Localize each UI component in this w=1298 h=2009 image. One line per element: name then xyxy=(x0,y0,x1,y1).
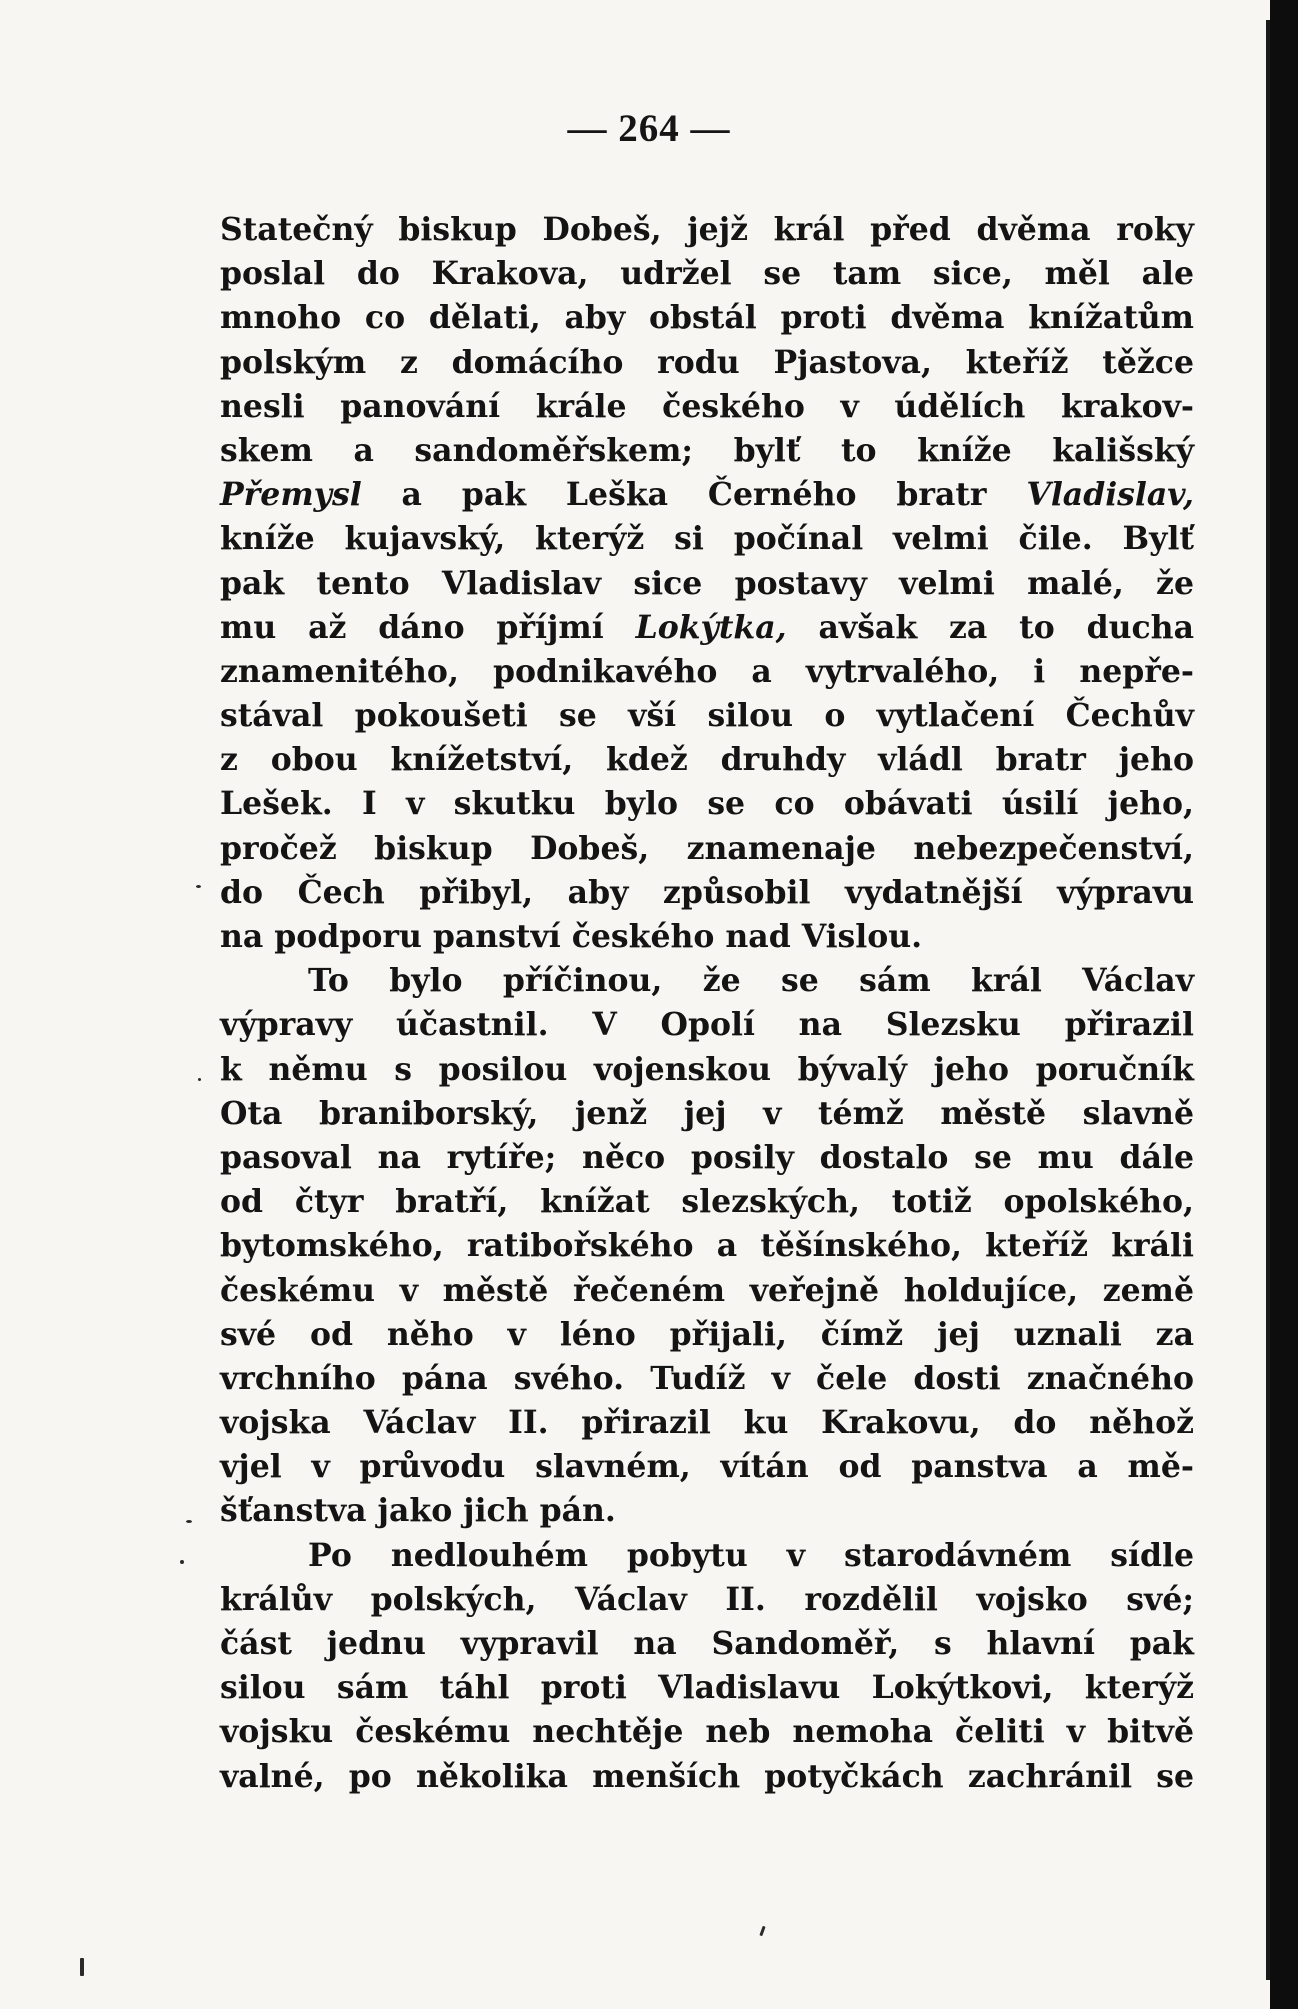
text-line: od čtyr bratří, knížat slezských, totiž opolského, xyxy=(220,1183,1194,1221)
text-line: pasoval na rytíře; něco posily dostalo se mu dále xyxy=(220,1138,1194,1176)
text-line xyxy=(220,473,1194,517)
book-gutter xyxy=(1270,0,1298,2009)
ink-speck xyxy=(759,1926,765,1936)
text-line: Po nedlouhém pobytu v starodávném sídle xyxy=(308,1536,1194,1574)
text-run: avšak za to ducha xyxy=(786,608,1194,646)
text-line: To bylo příčinou, že se sám král Václav xyxy=(308,962,1194,1000)
text-line: polským z domácího rodu Pjastova, kteříž těžce xyxy=(220,343,1194,381)
text-line: z obou knížetství, kdež druhdy vládl bratr jeho xyxy=(220,741,1194,779)
text-line: českému v městě řečeném veřejně holdujíce, země xyxy=(220,1271,1194,1309)
ink-speck xyxy=(80,1958,84,1976)
text-line: vojsku českému nechtěje neb nemoha čeliti v bitvě xyxy=(220,1713,1194,1751)
text-line: stával pokoušeti se vší silou o vytlačení Čechův xyxy=(220,697,1194,735)
text-line: výpravy účastnil. V Opolí na Slezsku přirazil xyxy=(220,1006,1194,1044)
text-line: pak tento Vladislav sice postavy velmi malé, že xyxy=(220,564,1194,602)
text-line: vjel v průvodu slavném, vítán od panstva a mě- xyxy=(220,1448,1194,1486)
text-line: vrchního pána svého. Tudíž v čele dosti značného xyxy=(220,1359,1194,1397)
text-line: silou sám táhl proti Vladislavu Lokýtkovi, kterýž xyxy=(220,1669,1194,1707)
text-line: kníže kujavský, kterýž si počínal velmi čile. Bylť xyxy=(220,520,1194,558)
italic-name: Vladislav, xyxy=(1026,476,1194,514)
text-line: bytomského, ratibořského a těšínského, kteříž králi xyxy=(220,1227,1194,1265)
text-line: Statečný biskup Dobeš, jejž král před dvěma roky xyxy=(220,211,1194,248)
text-line: Ota braniborský, jenž jej v témž městě slavně xyxy=(220,1094,1194,1132)
text-line: na podporu panství českého nad Vislou. xyxy=(220,918,923,955)
ink-speck xyxy=(186,1520,192,1523)
text-line: vojska Václav II. přirazil ku Krakovu, do něhož xyxy=(220,1404,1194,1442)
text-line: nesli panování krále českého v údělích krakov- xyxy=(220,387,1194,425)
text-line: do Čech přibyl, aby způsobil vydatnější výpravu xyxy=(220,873,1194,911)
text-line xyxy=(220,606,1194,650)
ink-speck xyxy=(196,885,201,888)
text-line: Lešek. I v skutku bylo se co obávati úsilí jeho, xyxy=(220,785,1194,823)
text-line: pročež biskup Dobeš, znamenaje nebezpečenství, xyxy=(220,829,1194,867)
text-line: své od něho v léno přijali, čímž jej uznali za xyxy=(220,1315,1194,1353)
text-line: poslal do Krakova, udržel se tam sice, měl ale xyxy=(220,255,1194,293)
ink-speck xyxy=(198,1078,201,1081)
text-line: část jednu vypravil na Sandoměř, s hlavní pak xyxy=(220,1625,1194,1662)
text-line: znamenitého, podnikavého a vytrvalého, i nepře- xyxy=(220,652,1194,690)
text-line: králův polských, Václav II. rozdělil vojsko své; xyxy=(220,1580,1194,1618)
text-line: k němu s posilou vojenskou bývalý jeho poručník xyxy=(220,1050,1194,1088)
ink-speck xyxy=(180,1560,184,1564)
text-line: valné, po několika menších potyčkách zachránil se xyxy=(220,1757,1194,1795)
text-run: mu až dáno příjmí xyxy=(220,608,636,646)
text-line: šťanstva jako jich pán. xyxy=(220,1492,616,1530)
text-line: skem a sandoměřskem; bylť to kníže kališský xyxy=(220,431,1194,469)
body-text xyxy=(220,208,1194,1799)
italic-name: Přemysl xyxy=(220,476,362,514)
text-line: mnoho co dělati, aby obstál proti dvěma knížatům xyxy=(220,299,1194,337)
text-run: a pak Leška Černého bratr xyxy=(361,476,1027,514)
page-number: — 264 — xyxy=(567,107,731,150)
italic-name: Lokýtka, xyxy=(635,608,787,646)
